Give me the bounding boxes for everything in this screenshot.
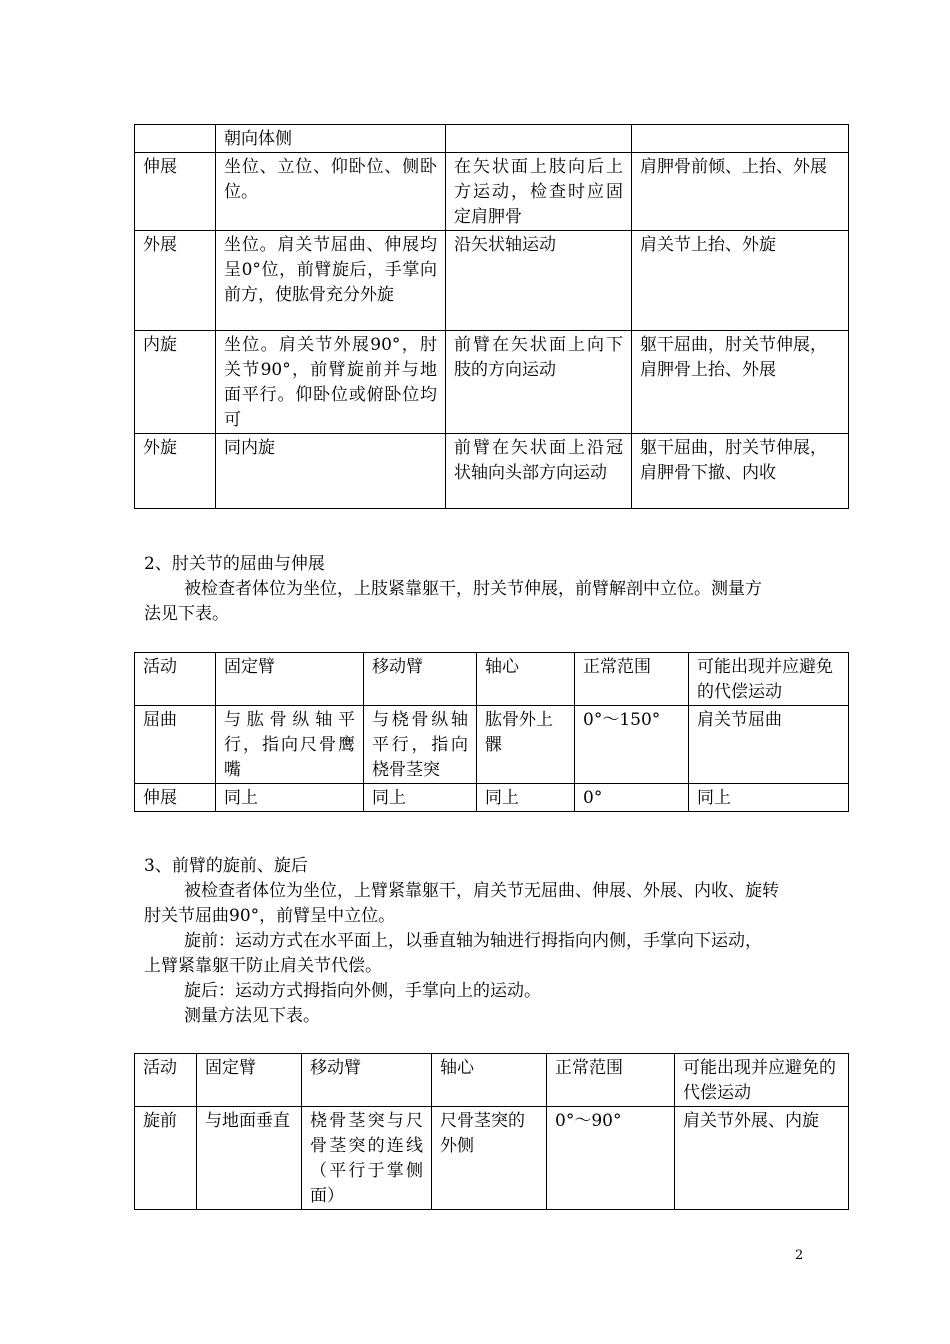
paragraph-line: 上臂紧靠躯干防止肩关节代偿。 <box>144 956 382 976</box>
column-header: 固定臂 <box>216 653 364 706</box>
table-cell: 躯干屈曲，肘关节伸展，肩胛骨下撤、内收 <box>632 434 849 509</box>
table-cell: 肩关节屈曲 <box>689 706 849 784</box>
table-cell: 与肱骨纵轴平行，指向尺骨鹰嘴 <box>216 706 364 784</box>
table-cell: 0°～150° <box>575 706 689 784</box>
table-row <box>135 706 849 784</box>
table-cell: 与地面垂直 <box>197 1107 302 1210</box>
column-header: 移动臂 <box>302 1054 432 1107</box>
table-cell: 躯干屈曲，肘关节伸展，肩胛骨上抬、外展 <box>632 331 849 434</box>
table-cell: 旋前 <box>135 1107 197 1210</box>
table-cell: 0° <box>575 784 689 812</box>
table-cell: 与桡骨纵轴平行，指向桡骨茎突 <box>364 706 477 784</box>
table-cell: 在矢状面上肢向后上方运动，检查时应固定肩胛骨 <box>446 153 632 231</box>
column-header: 轴心 <box>477 653 575 706</box>
elbow-rom-table <box>134 652 849 812</box>
table-cell: 伸展 <box>135 153 216 231</box>
column-header: 正常范围 <box>547 1054 675 1107</box>
table-cell: 尺骨茎突的外侧 <box>432 1107 547 1210</box>
section-heading: 3、前臂的旋前、旋后 <box>144 856 308 876</box>
table-cell: 同内旋 <box>216 434 446 509</box>
paragraph-line: 旋后：运动方式拇指向外侧，手掌向上的运动。 <box>184 981 541 1001</box>
table-cell: 肱骨外上髁 <box>477 706 575 784</box>
table-cell: 朝向体侧 <box>216 125 446 153</box>
table-cell: 屈曲 <box>135 706 216 784</box>
table-cell: 内旋 <box>135 331 216 434</box>
table-cell: 外展 <box>135 231 216 331</box>
table-cell <box>632 125 849 153</box>
table-cell: 同上 <box>216 784 364 812</box>
table-cell: 肩胛骨前倾、上抬、外展 <box>632 153 849 231</box>
section-heading: 2、肘关节的屈曲与伸展 <box>144 554 325 574</box>
paragraph-line: 测量方法见下表。 <box>184 1006 320 1026</box>
table-cell: 桡骨茎突与尺骨茎突的连线（平行于掌侧面） <box>302 1107 432 1210</box>
column-header: 移动臂 <box>364 653 477 706</box>
table-row <box>135 331 849 434</box>
table-cell <box>446 125 632 153</box>
table-row <box>135 1107 849 1210</box>
table-cell: 坐位。肩关节屈曲、伸展均呈0°位，前臂旋后，手掌向前方，使肱骨充分外旋 <box>216 231 446 331</box>
paragraph-line: 旋前：运动方式在水平面上，以垂直轴为轴进行拇指向内侧，手掌向下运动， <box>184 931 762 951</box>
table-cell: 前臂在矢状面上沿冠状轴向头部方向运动 <box>446 434 632 509</box>
section-3-text <box>144 854 824 1029</box>
column-header: 正常范围 <box>575 653 689 706</box>
column-header: 可能出现并应避免的代偿运动 <box>689 653 849 706</box>
page-number: 2 <box>795 1248 804 1263</box>
table-cell: 前臂在矢状面上向下肢的方向运动 <box>446 331 632 434</box>
table-cell <box>135 125 216 153</box>
paragraph-line: 被检查者体位为坐位，上臂紧靠躯干，肩关节无屈曲、伸展、外展、内收、旋转 <box>184 881 779 901</box>
table-cell: 伸展 <box>135 784 216 812</box>
table-row <box>135 125 849 153</box>
table-cell: 同上 <box>364 784 477 812</box>
forearm-rom-table <box>134 1053 849 1210</box>
table-header-row <box>135 653 849 706</box>
table-cell: 0°～90° <box>547 1107 675 1210</box>
table-row <box>135 784 849 812</box>
table-cell: 同上 <box>477 784 575 812</box>
shoulder-rom-table <box>134 124 849 509</box>
table-cell: 坐位、立位、仰卧位、侧卧位。 <box>216 153 446 231</box>
column-header: 可能出现并应避免的代偿运动 <box>675 1054 849 1107</box>
table-header-row <box>135 1054 849 1107</box>
table-row <box>135 231 849 331</box>
table-cell: 沿矢状轴运动 <box>446 231 632 331</box>
table-cell: 坐位。肩关节外展90°，肘关节90°，前臂旋前并与地面平行。仰卧位或俯卧位均可 <box>216 331 446 434</box>
table-cell: 肩关节外展、内旋 <box>675 1107 849 1210</box>
table-cell: 外旋 <box>135 434 216 509</box>
section-2-text <box>144 552 824 627</box>
column-header: 固定臂 <box>197 1054 302 1107</box>
paragraph-line: 法见下表。 <box>144 604 229 624</box>
paragraph-line: 肘关节屈曲90°，前臂呈中立位。 <box>144 906 396 926</box>
table-cell: 同上 <box>689 784 849 812</box>
column-header: 活动 <box>135 1054 197 1107</box>
column-header: 活动 <box>135 653 216 706</box>
paragraph-line: 被检查者体位为坐位，上肢紧靠躯干，肘关节伸展，前臂解剖中立位。测量方 <box>184 579 762 599</box>
table-row <box>135 434 849 509</box>
table-row <box>135 153 849 231</box>
column-header: 轴心 <box>432 1054 547 1107</box>
table-cell: 肩关节上抬、外旋 <box>632 231 849 331</box>
